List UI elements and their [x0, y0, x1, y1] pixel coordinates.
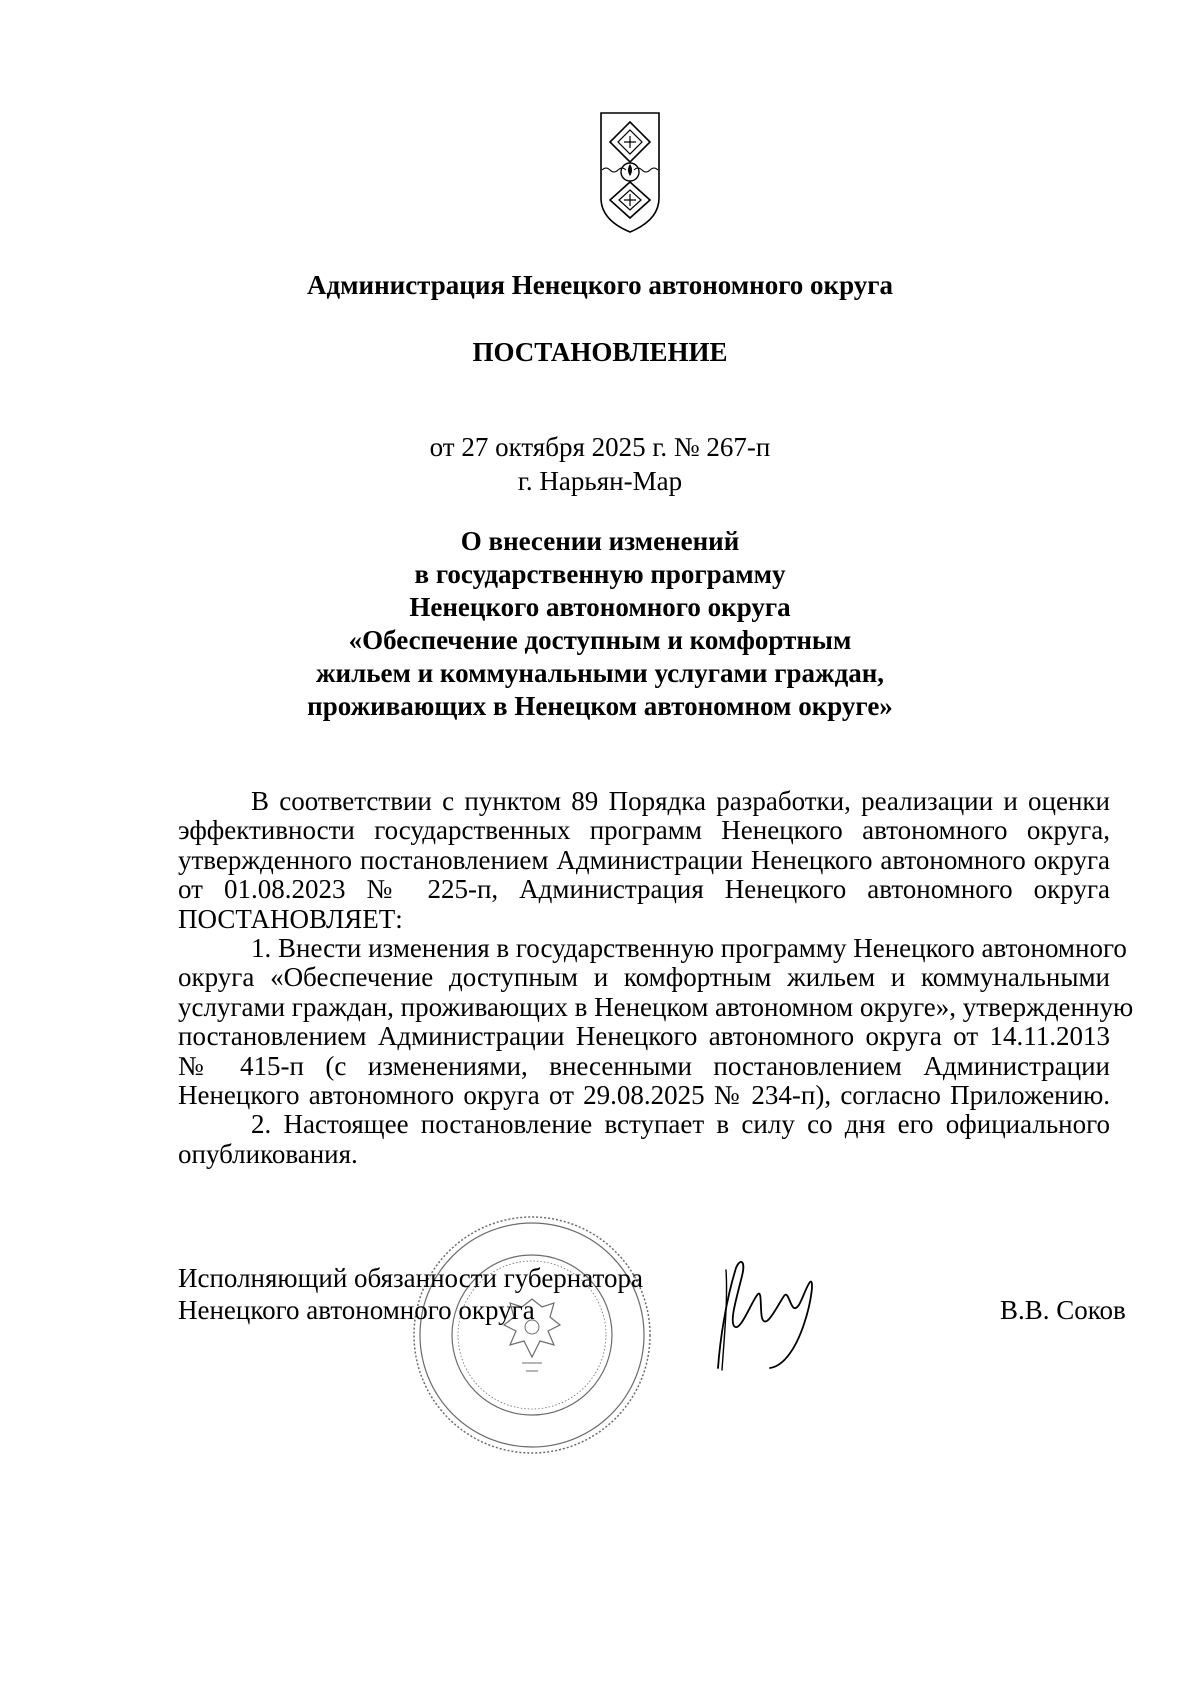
organization-heading: Администрация Ненецкого автономного округа — [306, 270, 894, 300]
official-seal-stamp-icon — [410, 1213, 654, 1457]
body-line: эффективности государственных программ Ненецкого автономного округа, — [178, 815, 1110, 846]
body-line: В соответствии с пунктом 89 Порядка разработки, реализации и оценки — [251, 786, 1110, 816]
body-line: округа «Обеспечение доступным и комфортным жильем и коммунальными — [178, 962, 1110, 993]
body-line: утвержденного постановлением Администрации Ненецкого автономного округа — [178, 844, 1110, 875]
signatory-name: В.В. Соков — [1000, 1295, 1126, 1325]
document-city: г. Нарьян-Мар — [517, 466, 683, 496]
body-line: 2. Настоящее постановление вступает в силу со дня его официального — [251, 1109, 1110, 1140]
body-line: опубликования. — [178, 1138, 358, 1169]
body-line: постановлением Администрации Ненецкого автономного округа от 14.11.2013 — [178, 1021, 1110, 1052]
body-line: от 01.08.2023 № 225-п, Администрация Ненецкого автономного округа — [178, 874, 1110, 905]
handwritten-signature-icon — [700, 1250, 830, 1380]
document-type-heading: ПОСТАНОВЛЕНИЕ — [472, 337, 728, 367]
body-line: услугами граждан, проживающих в Ненецком автономном округе», утвержденную — [178, 991, 1134, 1022]
title-line: Ненецкого автономного округа — [409, 592, 791, 622]
body-line: № 415-п (с изменениями, внесенными постановлением Администрации — [178, 1050, 1110, 1081]
title-line: О внесении изменений — [460, 526, 740, 556]
signatory-position — [178, 1262, 643, 1326]
title-line: «Обеспечение доступным и комфортным — [348, 625, 852, 655]
document-date-number: от 27 октября 2025 г. № 267-п — [429, 432, 771, 462]
title-line: жильем и коммунальными услугами граждан, — [315, 658, 885, 688]
body-line: Ненецкого автономного округа от 29.08.2025 № 234-п), согласно Приложению. — [178, 1079, 1110, 1110]
document-body — [178, 786, 1134, 1169]
title-line: проживающих в Ненецком автономном округе» — [307, 691, 893, 721]
signatory-position-line: Исполняющий обязанности губернатора — [178, 1263, 643, 1293]
body-line: 1. Внести изменения в государственную программу Ненецкого автономного — [251, 932, 1127, 963]
nenets-coat-of-arms-icon — [598, 110, 662, 236]
title-line: в государственную программу — [414, 559, 786, 589]
document-title — [0, 525, 1200, 723]
signatory-position-line: Ненецкого автономного округа — [178, 1295, 535, 1325]
body-line: ПОСТАНОВЛЯЕТ: — [178, 903, 403, 934]
